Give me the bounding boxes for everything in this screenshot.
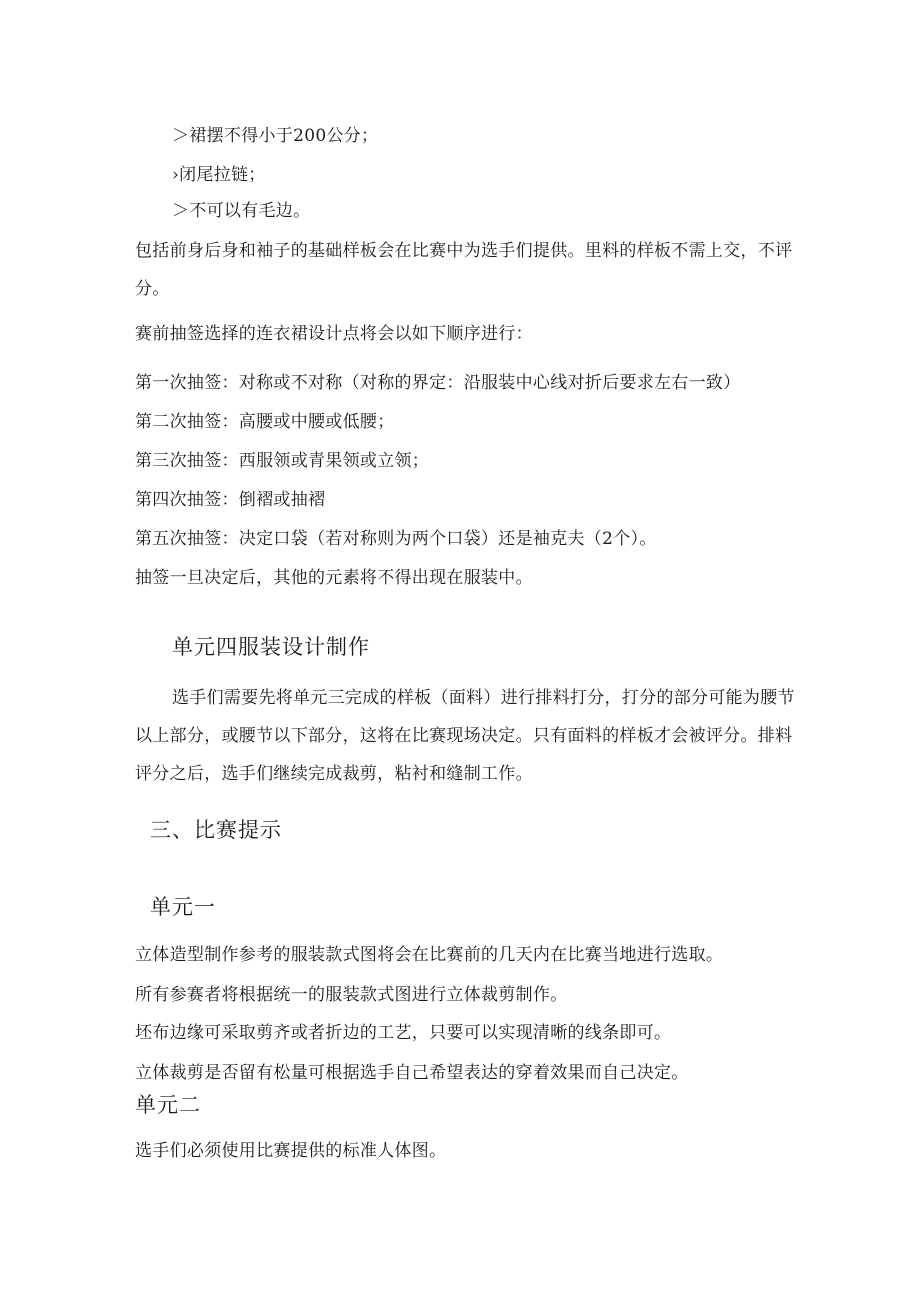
draw-item-4: 第四次抽签：倒褶或抽褶 — [135, 490, 326, 510]
unit1-line-2: 所有参赛者将根据统一的服装款式图进行立体裁剪制作。 — [135, 985, 568, 1005]
draw-item-1: 第一次抽签：对称或不对称（对称的界定：沿服装中心线对折后要求左右一致） — [135, 373, 741, 393]
requirement-no-raw-edge: ＞不可以有毛边。 — [172, 201, 311, 221]
draw-note: 抽签一旦决定后，其他的元素将不得出现在服装中。 — [135, 568, 533, 588]
unit4-body: 选手们需要先将单元三完成的样板（面料）进行排料打分，打分的部分可能为腰节以上部分，或腰节以下部分，这将在比赛现场决定。只有面料的样板才会被评分。排料评分之后，选手们继续完成裁剪，粘衬和缝制工作。 — [135, 688, 795, 784]
unit1-line-1: 立体造型制作参考的服装款式图将会在比赛前的几天内在比赛当地进行选取。 — [135, 945, 724, 965]
requirement-zipper: ›闭尾拉链； — [172, 165, 266, 185]
section3-title: 三、比赛提示 — [150, 818, 282, 842]
draw-item-5: 第五次抽签：决定口袋（若对称则为两个口袋）还是袖克夫（2个）。 — [135, 529, 657, 549]
draw-intro: 赛前抽签选择的连衣裙设计点将会以如下顺序进行： — [135, 324, 533, 344]
draw-item-3: 第三次抽签：西服领或青果领或立领； — [135, 451, 430, 471]
requirement-hem: ＞裙摆不得小于200公分； — [172, 126, 379, 146]
template-note: 包括前身后身和袖子的基础样板会在比赛中为选手们提供。里料的样板不需上交，不评分。 — [135, 241, 793, 299]
unit4-title: 单元四服装设计制作 — [172, 635, 370, 659]
unit2-title: 单元二 — [135, 1093, 201, 1117]
unit1-title: 单元一 — [150, 895, 216, 919]
draw-item-2: 第二次抽签：高腰或中腰或低腰； — [135, 412, 395, 432]
unit1-line-4: 立体裁剪是否留有松量可根据选手自己希望表达的穿着效果而自己决定。 — [135, 1063, 689, 1083]
unit1-line-3: 坯布边缘可采取剪齐或者折边的工艺，只要可以实现清晰的线条即可。 — [135, 1023, 672, 1043]
unit2-line-1: 选手们必须使用比赛提供的标准人体图。 — [135, 1141, 447, 1161]
